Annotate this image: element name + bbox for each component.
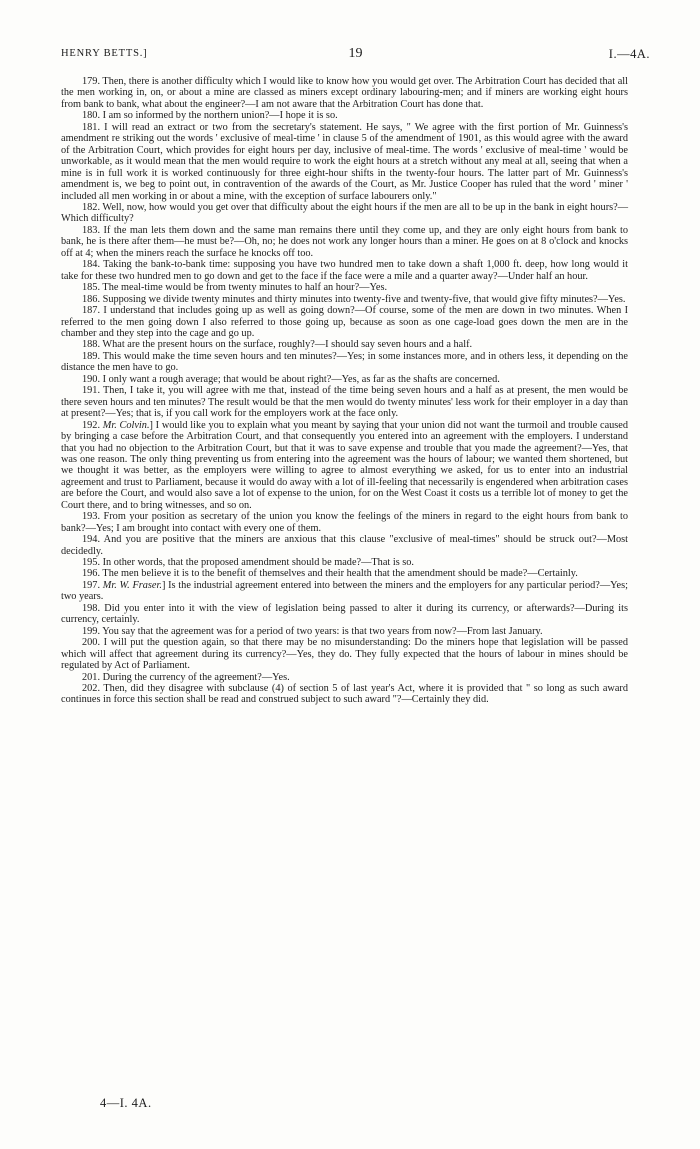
testimony-paragraph: 185. The meal-time would be from twenty minutes to half an hour?—Yes. <box>82 282 388 294</box>
header-witness-name: HENRY BETTS.] <box>61 48 148 59</box>
testimony-paragraph: 197. Mr. W. Fraser.] Is the industrial agreement entered into between the miners and the employers for any particular period?—Yes; two years. <box>61 579 628 603</box>
page-header <box>61 46 650 64</box>
testimony-paragraph: 201. During the currency of the agreement?—Yes. <box>82 671 290 683</box>
testimony-paragraph: 183. If the man lets them down and the same man remains there until they come up, and they are only eight hours from bank to bank, he is there after them—he must be?—Oh, no; he does not work any longer hours than a miner. He goes on at 8 o'clock and knocks off at 4; when the miners reach the surface he knocks off too. <box>61 224 628 259</box>
sheet-signature: 4—I. 4A. <box>100 1096 152 1110</box>
testimony-paragraph: 192. Mr. Colvin.] I would like you to explain what you meant by saying that your union did not want the turmoil and trouble caused by bringing a case before the Arbitration Court, and that consequently you entered into an agreement with the employers. I understand that you had no objection to the Arbitration Court, but that it was to save expense and trouble that you made the agreement?—Yes, that was one reason. The only thing preventing us from entering into the agreement was the hours of labour; we wanted them shortened, but we thought it was better, as the employers were willing to agree to almost everything we asked, for us to enter into an industrial agreement and trust to Parliament, because it would do away with a lot of ill-feeling that necessarily is engendered when arbitration cases are before the Court, and would also save a lot of expense to the union, for on the West Coast it costs us a terrible lot of money to get the Court there, and to bring witnesses, and so on. <box>61 419 629 511</box>
testimony-paragraph: 193. From your position as secretary of the union you know the feelings of the miners in regard to the eight hours from bank to bank?—Yes; I am brought into contact with every one of them. <box>61 511 628 534</box>
testimony-paragraph: 182. Well, now, how would you get over that difficulty about the eight hours if the men are all to be up in the bank in eight hours?—Which difficulty? <box>61 201 628 225</box>
testimony-paragraph: 202. Then, did they disagree with subclause (4) of section 5 of last year's Act, where it is provided that " so long as such award continues in force this section shall be read and construed subject to such award "?—Certainly they did. <box>61 683 628 706</box>
testimony-body <box>61 76 628 706</box>
testimony-paragraph: 190. I only want a rough average; that would be about right?—Yes, as far as the shafts are concerned. <box>82 373 500 385</box>
testimony-paragraph: 186. Supposing we divide twenty minutes and thirty minutes into twenty-five and twenty-five, that would give fifty minutes?—Yes. <box>82 293 626 305</box>
testimony-paragraph: 198. Did you enter into it with the view of legislation being passed to alter it during its currency, or afterwards?—During its currency, certainly. <box>61 602 628 626</box>
testimony-paragraph: 188. What are the present hours on the surface, roughly?—I should say seven hours and a half. <box>82 339 473 351</box>
testimony-paragraph: 200. I will put the question again, so that there may be no misunderstanding: Do the miners hope that legislation will be passed which will affect that agreement during its currency?—Yes, they do. They fully expected that the hours of labour in mines should be regulated by Act of Parliament. <box>61 637 628 672</box>
testimony-paragraph: 195. In other words, that the proposed amendment should be made?—That is so. <box>82 557 415 569</box>
testimony-paragraph: 199. You say that the agreement was for a period of two years: is that two years from now?—From last January. <box>82 625 543 637</box>
speaker-name: Mr. W. Fraser. <box>102 579 162 591</box>
speaker-name: Mr. Colvin. <box>102 419 150 431</box>
testimony-paragraph: 187. I understand that includes going up as well as going down?—Of course, some of the men are down in two minutes. When I referred to the men going down I also referred to those going up, because as soon as one cage-load goes down the men are in the chamber and they step into the cage and go up. <box>61 305 628 339</box>
header-paper-reference: I.—4A. <box>608 47 650 61</box>
testimony-paragraph: 191. Then, I take it, you will agree with me that, instead of the time being seven hours and a half as at present, the men would be there seven hours and ten minutes? The result would be that the men would do twenty minutes' less work for their employer in a day than at present?—Yes; that is, if you call work for the employers work at the face only. <box>61 385 628 420</box>
testimony-paragraph: 194. And you are positive that the miners are anxious that this clause "exclusive of meal-times" should be struck out?—Most decidedly. <box>61 534 628 557</box>
testimony-paragraph: 181. I will read an extract or two from the secretary's statement. He says, " We agree with the first portion of Mr. Guinness's amendment re striking out the words ' exclusive of meal-time ' in clause 5 of the amendment of 1901, as this would agree with the award of the Arbitration Court, which provides for eight hours per day, inclusive of meal-time. The words ' exclusive of meal-time ' would be unworkable, as it would mean that the men would require to work the eight hours at a stretch without any meal at all, seeing that when a mine is in full work it is worked continuously for three eight-hour shifts in the twenty-four hours. The latter part of Mr. Guinness's amendment is, we beg to point out, in contravention of the awards of the Court, as Mr. Justice Cooper has ruled that the word ' miner ' included all men working in or about a mine, with the exception of surface labourers only." <box>61 121 628 202</box>
testimony-paragraph: 184. Taking the bank-to-bank time: supposing you have two hundred men to take down a shaft 1,000 ft. deep, how long would it take for these two hundred men to go down and get to the face if the face were a mile and a quarter away?—Under half an hour. <box>61 259 628 282</box>
page-number: 19 <box>348 46 363 61</box>
testimony-paragraph: 180. I am so informed by the northern union?—I hope it is so. <box>82 110 338 122</box>
testimony-paragraph: 196. The men believe it is to the benefit of themselves and their health that the amendment should be made?—Certainly. <box>82 568 578 580</box>
testimony-paragraph: 179. Then, there is another difficulty which I would like to know how you would get over. The Arbitration Court has decided that all the men working in, on, or about a mine are classed as miners except ordinary labouring-men; and if miners are working eight hours from bank to bank, what about the engineer?—I am not aware that the Arbitration Court has done that. <box>61 76 628 110</box>
testimony-paragraph: 189. This would make the time seven hours and ten minutes?—Yes; in some instances more, and in others less, it depending on the distance the men have to go. <box>61 350 628 374</box>
